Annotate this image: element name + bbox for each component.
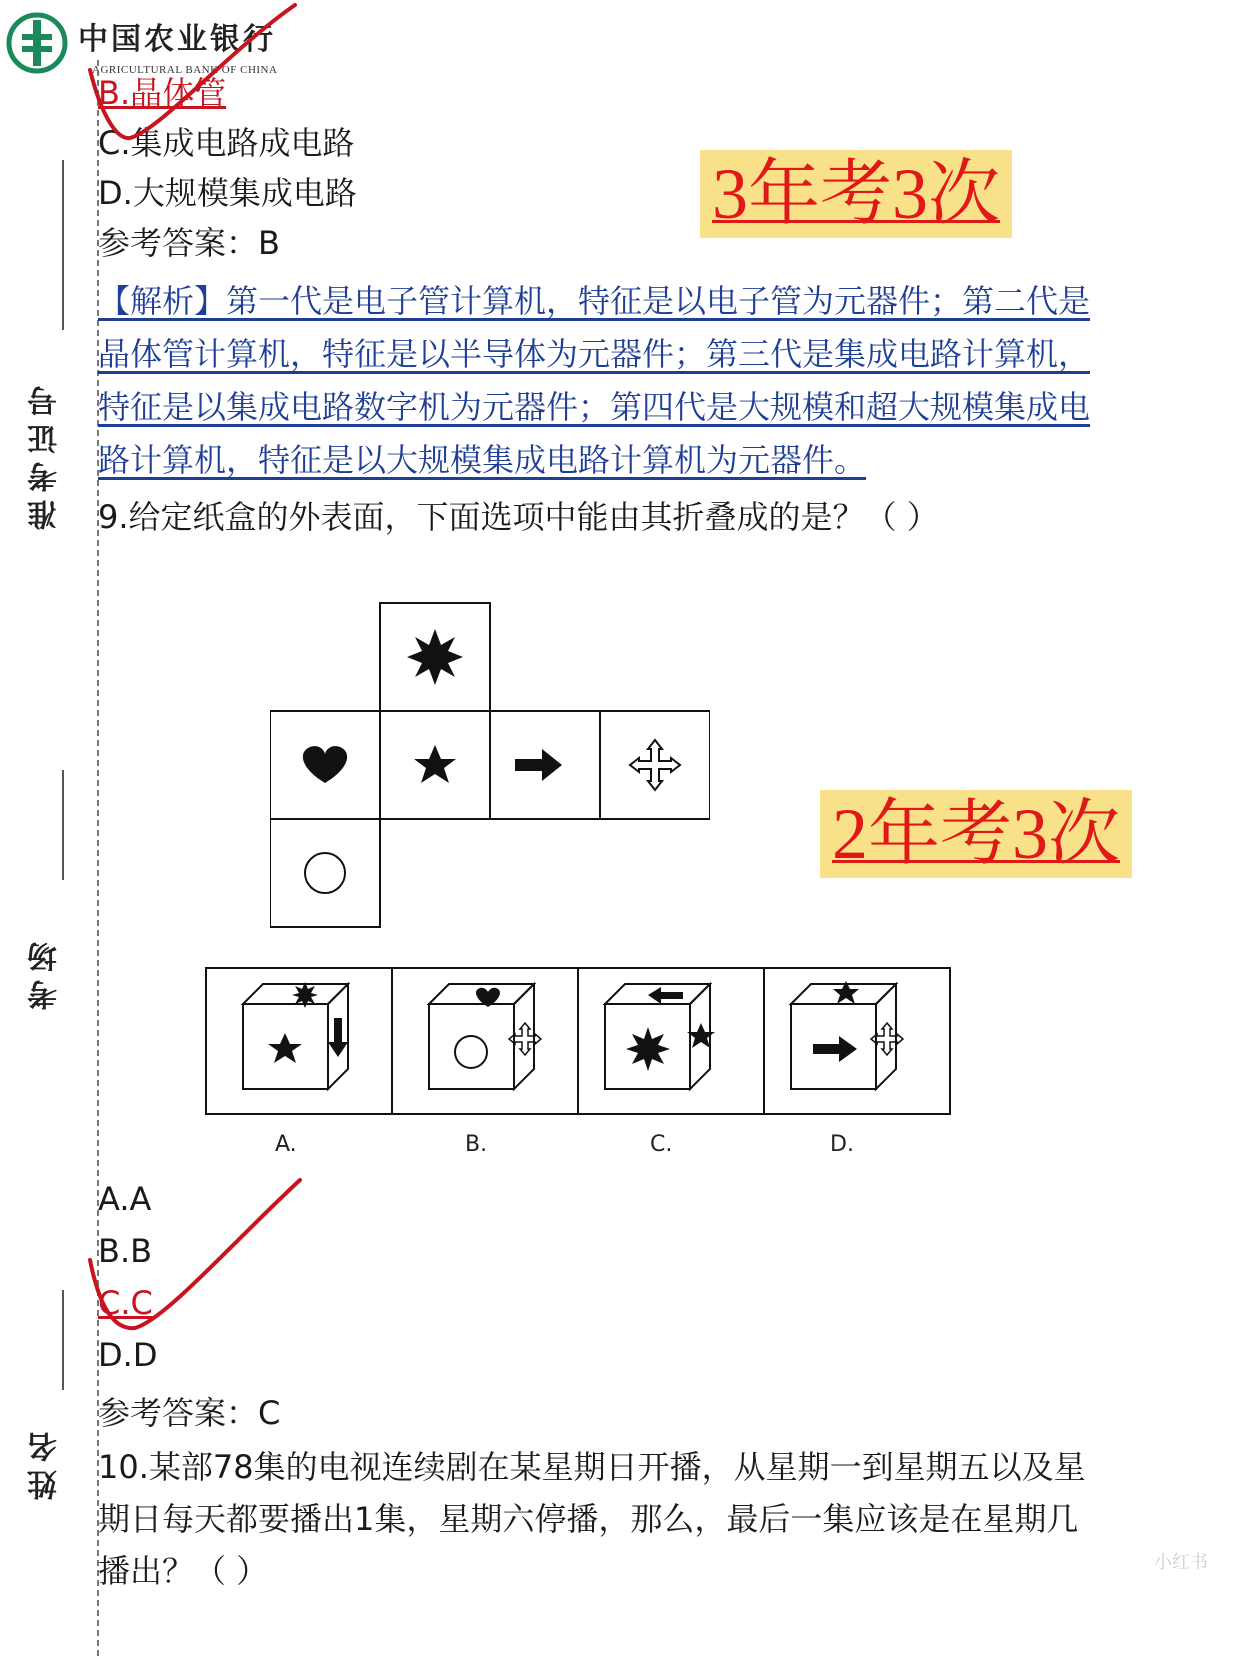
cube-c-top-arrow-left [648,987,683,1004]
bank-name-en: AGRICULTURAL BANK OF CHINA [92,64,278,76]
analysis-line: 晶体管计算机，特征是以半导体为元器件；第三代是集成电路计算机， [98,335,1091,373]
watermark: 小红书 [1154,1552,1208,1573]
q9-option-d: D.D [98,1336,158,1374]
label-exam-number: 准考证号 [28,378,63,530]
q10-line-2: 期日每天都要播出1集，星期六停播，那么，最后一集应该是在星期几 [98,1500,1079,1538]
abc-logo-icon [6,12,68,74]
figure-label-b: B. [465,1132,488,1157]
label-name: 姓名 [28,1424,63,1500]
heart-icon [303,746,347,783]
net-face-far-right [600,711,710,819]
figure-label-c: C. [650,1132,673,1157]
cube-d-front-arrow-right [813,1036,857,1062]
net-face-bottom [270,819,380,927]
q9-option-c: C.C [98,1284,153,1322]
q8-option-d: D.大规模集成电路 [98,174,357,212]
q9-answer: 参考答案：C [98,1394,281,1432]
exam-number-blank [62,160,64,330]
cube-option-a [243,984,348,1089]
arrow-right-icon [515,749,562,781]
exam-room-blank [62,770,64,880]
box-net-figure [270,600,710,940]
name-blank [62,1290,64,1390]
q10-line-1: 10.某部78集的电视连续剧在某星期日开播，从星期一到星期五以及星 [98,1448,1086,1486]
q8-analysis [98,275,1228,487]
q9-option-b: B.B [98,1232,153,1270]
q10-line-3: 播出？（ ） [98,1552,269,1590]
cube-a-front-star [268,1033,302,1063]
figure-label-d: D. [830,1132,854,1157]
q9-option-a: A.A [98,1180,152,1218]
frequency-stamp-2y: 2年考3次 [820,790,1132,878]
burst-icon [407,629,463,685]
analysis-line: 特征是以集成电路数字机为元器件；第四代是大规模和超大规模集成电 [98,388,1091,426]
cube-a-side-arrow-down [328,1018,348,1057]
q8-answer: 参考答案：B [98,224,280,262]
figure-label-a: A. [275,1132,297,1157]
star-icon [414,745,456,783]
cube-c-front-burst [626,1027,670,1071]
analysis-line: 【解析】第一代是电子管计算机，特征是以电子管为元器件；第二代是 [98,282,1091,320]
q9-question: 9.给定纸盒的外表面，下面选项中能由其折叠成的是？（ ） [98,498,939,536]
analysis-line: 路计算机，特征是以大规模集成电路计算机为元器件。 [98,441,867,479]
circle-icon [305,853,345,893]
cube-options-figure [205,967,951,1117]
compass-icon [630,740,680,790]
cube-b-front-circle [455,1036,487,1068]
bank-name-cn: 中国农业银行 [78,22,276,57]
q8-option-c: C.集成电路成电路 [98,124,355,162]
label-exam-room: 考场 [28,934,63,1010]
q8-option-b: B.晶体管 [98,74,227,112]
frequency-stamp-3y: 3年考3次 [700,150,1012,238]
